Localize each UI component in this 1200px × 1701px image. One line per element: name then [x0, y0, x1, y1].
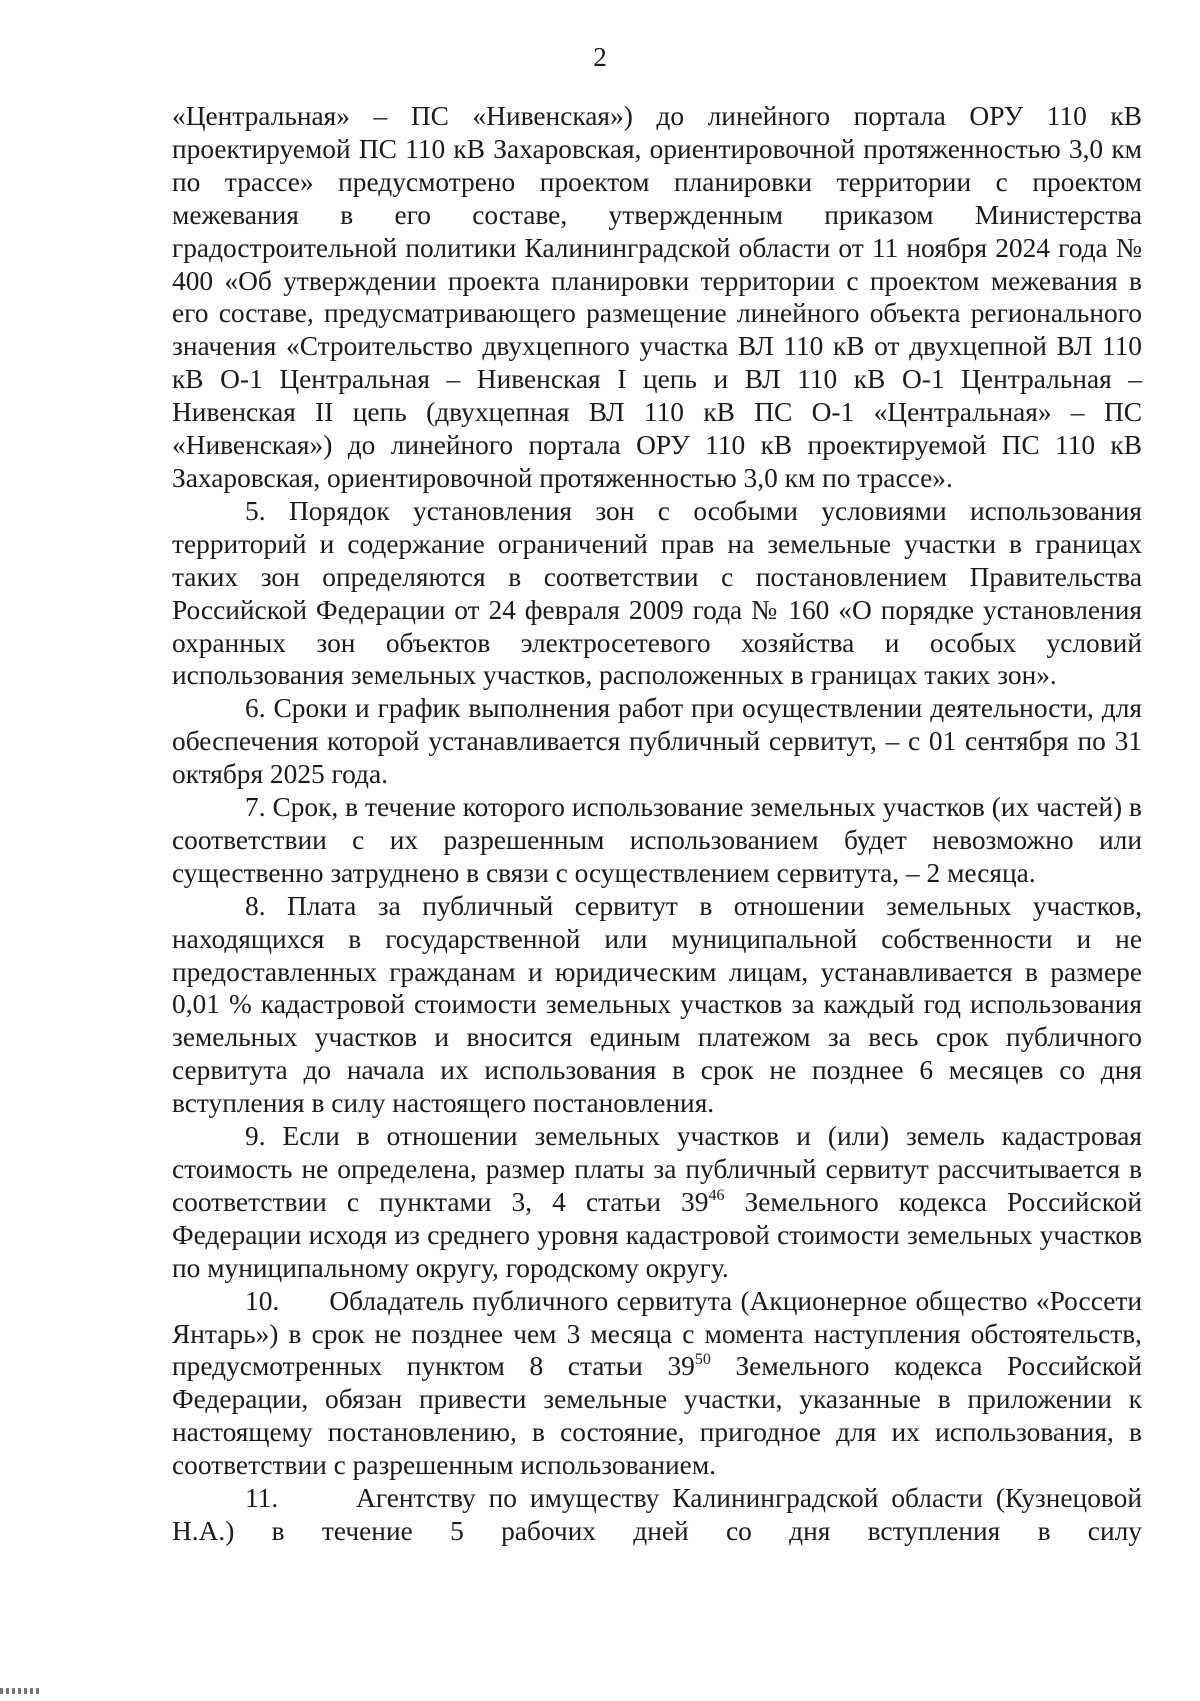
paragraph-6 — [172, 692, 1142, 791]
paragraph-11 — [172, 1482, 1142, 1548]
paragraph-10 — [172, 1285, 1142, 1482]
document-body — [172, 100, 1142, 1548]
paragraph-5-number: 5. — [245, 495, 266, 526]
paragraph-11-text: Агентству по имуществу Калининградской области (Кузнецовой Н.А.) в течение 5 рабочих дней со дня вступления в силу — [172, 1483, 1142, 1546]
paragraph-8-text: Плата за публичный сервитут в отношении земельных участков, находящихся в государственной или муниципальной собственности и не предоставленных гражданам и юридическим лицам, устанавливается в размере 0,01 % кадастровой стоимости земельных участков за каждый год использования земельных участков и вносится единым платежом за весь срок публичного сервитута до начала их использования в срок не позднее 6 месяцев со дня вступления в силу настоящего постановления. — [172, 890, 1142, 1119]
paragraph-5-text: Порядок установления зон с особыми условиями использования территорий и содержание ограничений прав на земельные участки в границах таких зон определяются в соответствии с постановлением Правительства Российской Федерации от 24 февраля 2009 года № 160 «О порядке установления охранных зон объектов электросетевого хозяйства и особых условий использования земельных участков, расположенных в границах таких зон». — [172, 495, 1142, 691]
paragraph-9-text-before: Если в отношении земельных участков и (или) земель кадастровая стоимость не определена, размер платы за публичный сервитут рассчитывается в соответствии с пунктами 3, 4 статьи 39 — [172, 1121, 1142, 1217]
paragraph-8 — [172, 890, 1142, 1120]
paragraph-11-number: 11. — [245, 1483, 279, 1514]
paragraph-10-text-after: Земельного кодекса Российской Федерации, обязан привести земельные участки, указанные в приложении к настоящему постановлению, в состояние, пригодное для их использования, в соответствии с разрешенным использованием. — [172, 1351, 1142, 1481]
paragraph-7-number: 7. — [245, 792, 266, 823]
continuation-paragraph — [172, 100, 1142, 495]
continuation-text: «Центральная» – ПС «Нивенская») до линейного портала ОРУ 110 кВ проектируемой ПС 110 кВ Захаровская, ориентировочной протяженностью 3,0 км по трассе» предусмотрено проектом планировки территории с проектом межевания в его составе, утвержденным приказом Министерства градостроительной политики Калининградской области от 11 ноября 2024 года № 400 «Об утверждении проекта планировки территории с проектом межевания в его составе, предусматривающего размещение линейного объекта регионального значения «Строительство двухцепного участка ВЛ 110 кВ от двухцепной ВЛ 110 кВ О-1 Центральная – Нивенская I цепь и ВЛ 110 кВ О-1 Центральная – Нивенская II цепь (двухцепная ВЛ 110 кВ ПС О-1 «Центральная» – ПС «Нивенская») до линейного портала ОРУ 110 кВ проектируемой ПС 110 кВ Захаровская, ориентировочной протяженностью 3,0 км по трассе». — [172, 101, 1142, 493]
paragraph-5 — [172, 495, 1142, 692]
paragraph-9-text-after: Земельного кодекса Российской Федерации исходя из среднего уровня кадастровой стоимости земельных участков по муниципальному округу, городскому округу. — [172, 1186, 1142, 1283]
paragraph-6-text: Сроки и график выполнения работ при осуществлении деятельности, для обеспечения которой устанавливается публичный сервитут, – с 01 сентября по 31 октября 2025 года. — [172, 693, 1142, 790]
paragraph-6-number: 6. — [245, 693, 266, 724]
paragraph-10-text-before: Обладатель публичного сервитута (Акционерное общество «Россети Янтарь») в срок не позднее чем 3 месяца с момента наступления обстоятельств, предусмотренных пунктом 8 статьи 39 — [172, 1285, 1142, 1382]
paragraph-9-number: 9. — [245, 1121, 266, 1152]
scan-edge-mark — [0, 1688, 40, 1694]
article-superscript-50: 50 — [694, 1351, 711, 1369]
paragraph-7-text: Срок, в течение которого использование земельных участков (их частей) в соответствии с их разрешенным использованием будет невозможно или существенно затруднено в связи с осуществлением сервитута, – 2 месяца. — [172, 792, 1142, 888]
paragraph-9 — [172, 1120, 1142, 1285]
paragraph-8-number: 8. — [245, 890, 266, 921]
paragraph-10-number: 10. — [245, 1285, 280, 1316]
paragraph-7 — [172, 791, 1142, 890]
page-number: 2 — [593, 42, 607, 72]
article-superscript-46: 46 — [708, 1186, 725, 1204]
